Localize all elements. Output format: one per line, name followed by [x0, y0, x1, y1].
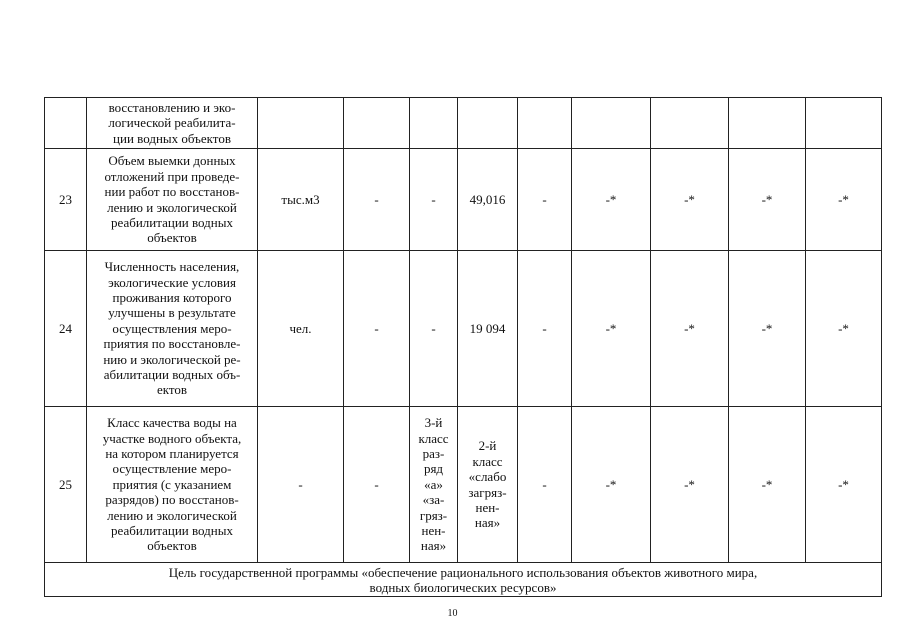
value-cell: [458, 98, 518, 149]
value-cell: -*: [651, 251, 729, 407]
indicator-name: Численность населения, экологические условия проживания которого улучшены в результате осуществления меро- приятия по восстановле- нию и экологической ре- абилитации водных объ- ектов: [87, 251, 258, 407]
unit-cell: чел.: [258, 251, 344, 407]
value-cell: -*: [806, 149, 882, 251]
goal-row: [45, 563, 882, 597]
value-cell: -: [518, 251, 572, 407]
value-cell: -*: [806, 407, 882, 563]
value-cell: [518, 98, 572, 149]
value-cell: [572, 98, 651, 149]
value-cell: 19 094: [458, 251, 518, 407]
row-number: 23: [45, 149, 87, 251]
value-cell: -*: [651, 149, 729, 251]
row-number: 24: [45, 251, 87, 407]
value-cell: [729, 98, 806, 149]
program-goal: Цель государственной программы «обеспечение рационального использования объектов животного мира, водных биологических ресурсов»: [45, 563, 882, 597]
table-row: [45, 149, 882, 251]
value-cell: -: [518, 407, 572, 563]
value-cell: -*: [729, 149, 806, 251]
value-cell: -*: [806, 251, 882, 407]
value-cell: [410, 98, 458, 149]
indicators-table: [44, 97, 882, 597]
value-cell: -: [410, 149, 458, 251]
value-cell: -*: [572, 407, 651, 563]
value-cell: -: [344, 149, 410, 251]
value-cell: -*: [651, 407, 729, 563]
value-cell: -*: [729, 407, 806, 563]
value-cell: -: [410, 251, 458, 407]
row-number: 25: [45, 407, 87, 563]
table-row: [45, 251, 882, 407]
indicator-name: Класс качества воды на участке водного объекта, на котором планируется осуществление меро- приятия (с указанием разрядов) по восстанов- лению и экологической реабилитации водных объектов: [87, 407, 258, 563]
value-cell: -: [518, 149, 572, 251]
water-class-cell-a: 3-й класс раз- ряд «а» «за- гряз- нен- ная»: [410, 407, 458, 563]
value-cell: -*: [572, 149, 651, 251]
value-cell: -*: [729, 251, 806, 407]
page-number: 10: [447, 608, 458, 619]
indicator-name: Объем выемки донных отложений при проведе- нии работ по восстанов- лению и экологической реабилитации водных объектов: [87, 149, 258, 251]
table-row: [45, 407, 882, 563]
unit-cell: тыс.м3: [258, 149, 344, 251]
unit-cell: [258, 98, 344, 149]
unit-cell: -: [258, 407, 344, 563]
indicator-name: восстановлению и эко- логической реабилита- ции водных объектов: [87, 98, 258, 149]
value-cell: -: [344, 251, 410, 407]
value-cell: [806, 98, 882, 149]
water-class-cell-b: 2-й класс «слабо загряз- нен- ная»: [458, 407, 518, 563]
value-cell: 49,016: [458, 149, 518, 251]
table-row: [45, 98, 882, 149]
value-cell: [651, 98, 729, 149]
value-cell: -: [344, 407, 410, 563]
value-cell: [344, 98, 410, 149]
value-cell: -*: [572, 251, 651, 407]
row-number: [45, 98, 87, 149]
